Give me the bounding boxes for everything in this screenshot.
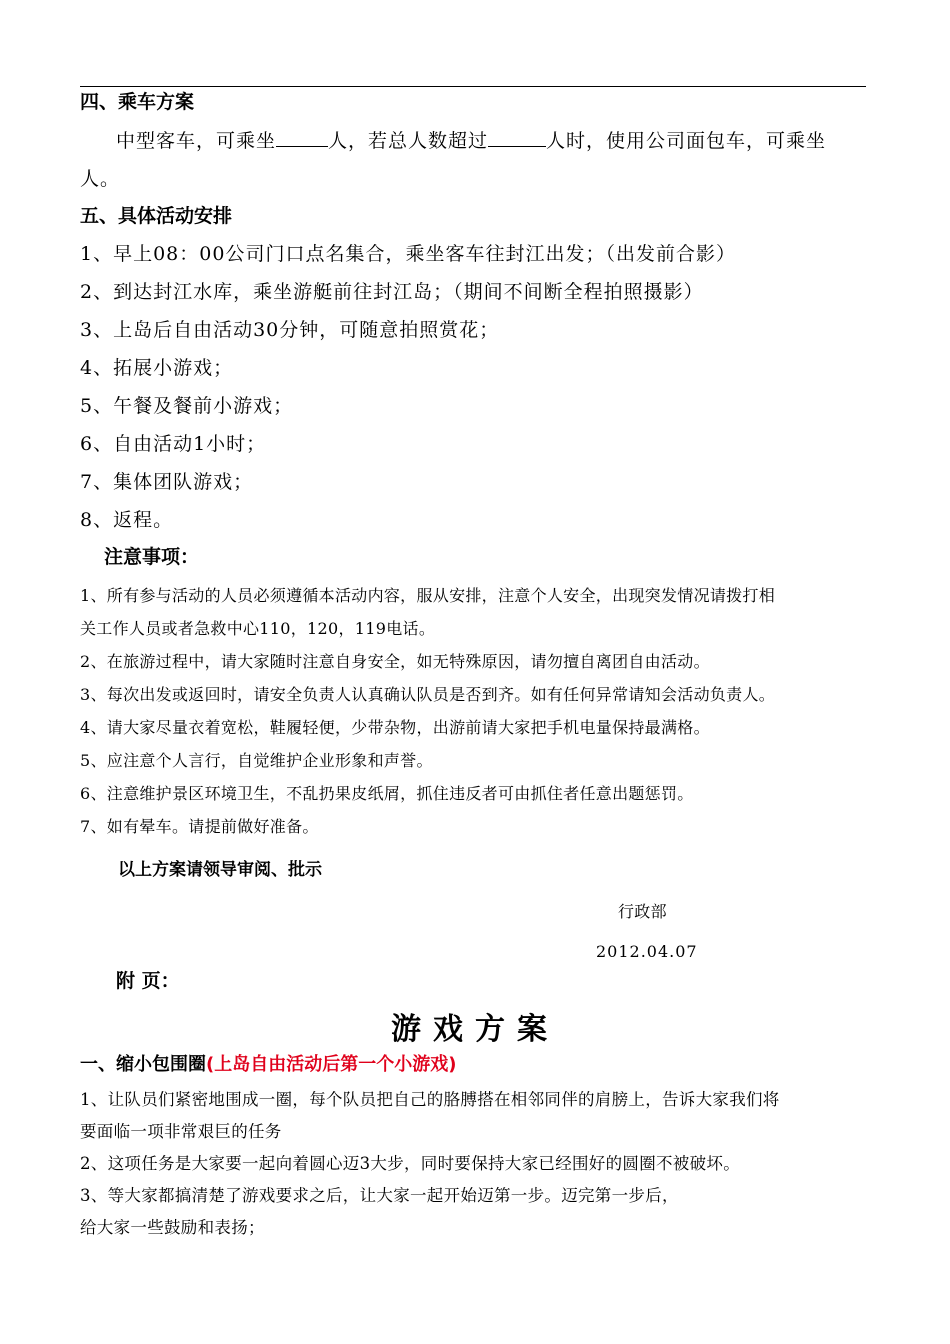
game1-heading bbox=[80, 1054, 456, 1076]
game1-heading-note: (上岛自由活动后第一个小游戏) bbox=[206, 1054, 457, 1075]
note-item: 关工作人员或者急救中心110，120，119电话。 bbox=[80, 619, 436, 638]
game1-heading-text: 一、缩小包围圈 bbox=[80, 1054, 206, 1075]
blank-threshold bbox=[488, 130, 546, 147]
schedule-item: 4、拓展小游戏； bbox=[80, 357, 234, 379]
document-date: 2012.04.07 bbox=[596, 942, 698, 961]
section4-line2: 人。 bbox=[80, 168, 121, 190]
game1-step: 2、这项任务是大家要一起向着圆心迈3大步，同时要保持大家已经围好的圆圈不被破坏。 bbox=[80, 1154, 740, 1173]
schedule-item: 6、自由活动1小时； bbox=[80, 433, 267, 455]
section4-text-b: 人，若总人数超过 bbox=[328, 130, 489, 152]
section5-heading: 五、具体活动安排 bbox=[80, 205, 233, 227]
schedule-item: 1、早上08：00公司门口点名集合，乘坐客车往封江出发；（出发前合影） bbox=[80, 243, 736, 265]
note-item: 7、如有晕车。请提前做好准备。 bbox=[80, 817, 319, 836]
note-item: 1、所有参与活动的人员必须遵循本活动内容，服从安排，注意个人安全，出现突发情况请拨打相 bbox=[80, 586, 776, 605]
schedule-item: 2、到达封江水库，乘坐游艇前往封江岛；（期间不间断全程拍照摄影） bbox=[80, 281, 704, 303]
blank-capacity bbox=[276, 130, 328, 147]
notes-heading: 注意事项： bbox=[104, 546, 200, 568]
note-item: 4、请大家尽量衣着宽松，鞋履轻便，少带杂物，出游前请大家把手机电量保持最满格。 bbox=[80, 718, 710, 737]
game1-step: 1、让队员们紧密地围成一圈，每个队员把自己的胳膊搭在相邻同伴的肩膀上，告诉大家我们将 bbox=[80, 1090, 780, 1109]
section4-line1 bbox=[116, 130, 826, 153]
schedule-item: 8、返程。 bbox=[80, 509, 174, 531]
section4-text-a: 中型客车，可乘坐 bbox=[116, 130, 277, 152]
header-rule bbox=[80, 86, 866, 87]
section4-heading: 四、乘车方案 bbox=[80, 91, 195, 113]
note-item: 6、注意维护景区环境卫生，不乱扔果皮纸屑，抓住违反者可由抓住者任意出题惩罚。 bbox=[80, 784, 694, 803]
game1-step: 给大家一些鼓励和表扬； bbox=[80, 1218, 265, 1237]
appendix-label: 附 页： bbox=[116, 970, 180, 992]
note-item: 3、每次出发或返回时，请安全负责人认真确认队员是否到齐。如有任何异常请知会活动负责人。 bbox=[80, 685, 776, 704]
schedule-item: 7、集体团队游戏； bbox=[80, 471, 254, 493]
note-item: 5、应注意个人言行，自觉维护企业形象和声誉。 bbox=[80, 751, 433, 770]
schedule-item: 5、午餐及餐前小游戏； bbox=[80, 395, 294, 417]
game1-step: 3、等大家都搞清楚了游戏要求之后，让大家一起开始迈第一步。迈完第一步后， bbox=[80, 1186, 679, 1205]
department-signature: 行政部 bbox=[618, 902, 667, 921]
game1-step: 要面临一项非常艰巨的任务 bbox=[80, 1122, 282, 1141]
schedule-item: 3、上岛后自由活动30分钟，可随意拍照赏花； bbox=[80, 319, 500, 341]
note-item: 2、在旅游过程中，请大家随时注意自身安全，如无特殊原因，请勿擅自离团自由活动。 bbox=[80, 652, 710, 671]
approval-request: 以上方案请领导审阅、批示 bbox=[118, 860, 322, 880]
game-plan-title: 游戏方案 bbox=[391, 1012, 559, 1047]
section4-text-c: 人时，使用公司面包车，可乘坐 bbox=[546, 130, 827, 152]
